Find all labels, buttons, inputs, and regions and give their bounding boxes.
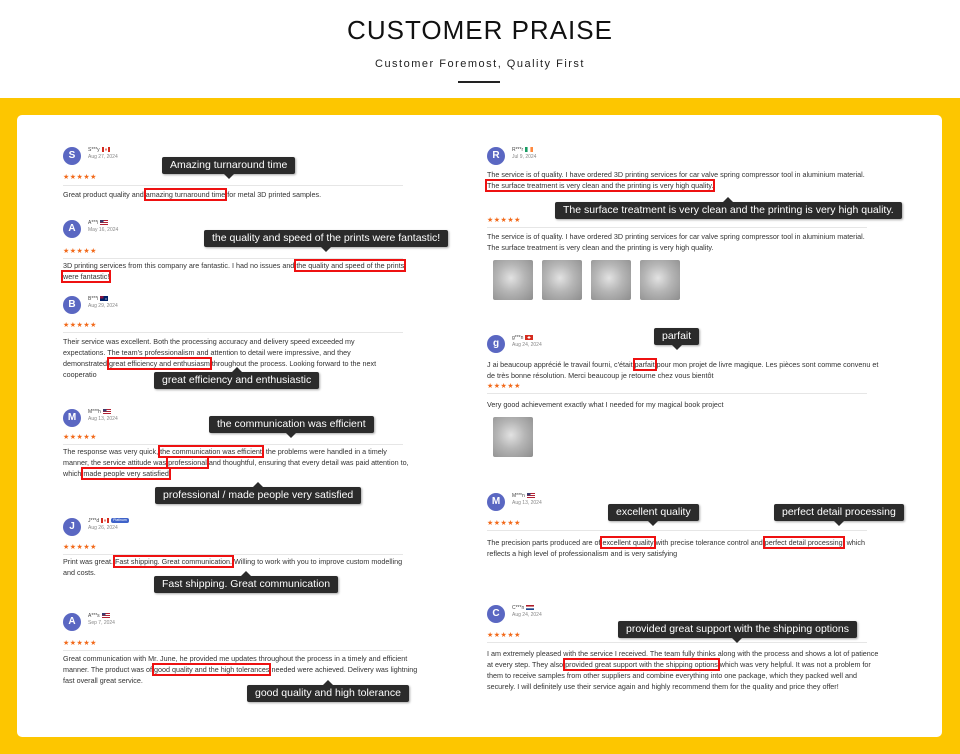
- highlighted-phrase: professional: [168, 458, 207, 467]
- review-text-part: with precise tolerance control and: [653, 538, 765, 547]
- canada-flag-icon: [102, 147, 110, 152]
- reviewer-name: A***i: [88, 220, 99, 226]
- highlighted-phrase: Fast shipping. Great communication.: [114, 557, 232, 566]
- review-text: [487, 648, 882, 692]
- review-date: Aug 13, 2024: [512, 500, 542, 506]
- review-text: [487, 359, 882, 381]
- usa-flag-icon: [102, 613, 110, 618]
- review-text: [63, 446, 413, 479]
- review-text: [63, 653, 418, 686]
- reviewer-name: g***n: [512, 335, 524, 341]
- review-text-part: Their service was excellent. Both the processing accuracy and delivery speed exceeded my expectations. The team's professionalism and attention to detail were impressive, and they demonstrated: [63, 337, 355, 368]
- review-text-second: Very good achievement exactly what I needed for my magical book project: [487, 400, 724, 409]
- highlighted-phrase: the quality and speed of the prints were fantastic!: [63, 261, 405, 281]
- callout-label: the quality and speed of the prints were fantastic!: [204, 230, 448, 247]
- review-text: [63, 556, 403, 578]
- callout-label: perfect detail processing: [774, 504, 904, 521]
- page-header: [0, 0, 960, 98]
- callout-label: Fast shipping. Great communication: [154, 576, 338, 593]
- review-date: Jul 9, 2024: [512, 154, 537, 160]
- highlighted-phrase: good quality and the high tolerances: [153, 665, 270, 674]
- reviews-card: [17, 115, 942, 737]
- avatar: M: [487, 493, 505, 511]
- avatar: R: [487, 147, 505, 165]
- review-date: Aug 27, 2024: [88, 154, 118, 160]
- divider: [63, 258, 403, 259]
- divider: [487, 530, 867, 531]
- product-photo[interactable]: [542, 260, 582, 300]
- highlighted-phrase: made people very satisfied: [83, 469, 169, 478]
- avatar: S: [63, 147, 81, 165]
- avatar: C: [487, 605, 505, 623]
- review-date: Aug 26, 2024: [88, 525, 118, 531]
- star-rating: ★★★★★: [63, 174, 97, 181]
- callout-label: good quality and high tolerance: [247, 685, 409, 702]
- divider: [63, 332, 403, 333]
- star-rating: ★★★★★: [63, 434, 97, 441]
- reviewer-name: J***d: [88, 518, 100, 524]
- review-text-part: which was very helpful. It was not a problem for them to receive samples from other suppliers and combine everything into one package, which they packed well and securely. I will definitely use their service again and highly recommend them for the quality and price they offer!: [487, 660, 871, 691]
- highlighted-phrase: parfait: [634, 360, 655, 369]
- star-rating: ★★★★★: [487, 383, 521, 390]
- australia-flag-icon: [100, 296, 108, 301]
- star-rating: ★★★★★: [63, 544, 97, 551]
- review-text-part: 3D printing services from this company are fantastic. I had no issues and: [63, 261, 297, 270]
- divider: [63, 185, 403, 186]
- star-rating: ★★★★★: [63, 322, 97, 329]
- reviewer-meta: [88, 409, 118, 423]
- canada-flag-icon: [101, 518, 109, 523]
- divider: [487, 642, 867, 643]
- reviewer-name: S***y: [88, 147, 100, 153]
- callout-label: great efficiency and enthusiastic: [154, 372, 319, 389]
- ireland-flag-icon: [525, 147, 533, 152]
- callout-label: excellent quality: [608, 504, 699, 521]
- callout-label: provided great support with the shipping options: [618, 621, 857, 638]
- product-photo[interactable]: [591, 260, 631, 300]
- reviewer-name: C***n: [512, 605, 525, 611]
- review-text-part: Willing to work with you to improve custom modelling and costs.: [63, 557, 403, 577]
- avatar: A: [63, 220, 81, 238]
- divider: [63, 650, 403, 651]
- reviewer-name: M***n: [512, 493, 525, 499]
- callout-label: parfait: [654, 328, 699, 345]
- product-photo[interactable]: [493, 417, 533, 457]
- reviewer-meta: [512, 493, 542, 507]
- divider: [487, 393, 867, 394]
- divider: [63, 554, 403, 555]
- review-text-part: The service is of quality. I have ordered 3D printing services for car valve spring compressor tool in aluminium material.: [487, 170, 865, 179]
- review-text-part: Great product quality and: [63, 190, 146, 199]
- avatar: g: [487, 335, 505, 353]
- reviewer-name: B***i: [88, 296, 99, 302]
- review-text: [487, 169, 872, 191]
- reviewer-meta: [88, 518, 129, 532]
- review-text-part: Great communication with Mr. June, he provided me updates throughout the process in a timely and efficient manner. The product was of: [63, 654, 408, 674]
- review-date: Aug 29, 2024: [88, 303, 118, 309]
- review-text-part: for metal 3D printed samples.: [225, 190, 322, 199]
- divider: [63, 444, 403, 445]
- review-date: Aug 24, 2024: [512, 342, 542, 348]
- page-subtitle: Customer Foremost, Quality First: [375, 58, 585, 70]
- review-text-part: I am extremely pleased with the service I received. The team fully thinks along with the process and shows a lot of patience at every step. They also: [487, 649, 879, 669]
- callout-label: the communication was efficient: [209, 416, 374, 433]
- reviewer-meta: [512, 147, 536, 161]
- callout-label: Amazing turnaround time: [162, 157, 295, 174]
- star-rating: ★★★★★: [487, 632, 521, 639]
- divider: [487, 227, 867, 228]
- review-card: [487, 335, 887, 465]
- praise-section: [0, 98, 960, 754]
- star-rating: ★★★★★: [487, 217, 521, 224]
- avatar: B: [63, 296, 81, 314]
- callout-label: The surface treatment is very clean and the printing is very high quality.: [555, 202, 902, 219]
- review-date: Sep 7, 2024: [88, 620, 115, 626]
- review-card: [487, 147, 887, 307]
- usa-flag-icon: [527, 493, 535, 498]
- review-text: [487, 537, 882, 559]
- usa-flag-icon: [103, 409, 111, 414]
- star-rating: ★★★★★: [487, 520, 521, 527]
- review-date: May 16, 2024: [88, 227, 119, 233]
- review-text-part: J ai beaucoup apprécié le travail fourni, c'était: [487, 360, 635, 369]
- reviewer-meta: [88, 147, 118, 161]
- highlighted-phrase: the communication was efficient: [160, 447, 262, 456]
- highlighted-phrase: excellent quality: [602, 538, 654, 547]
- product-photo[interactable]: [493, 260, 533, 300]
- reviewer-name: A***s: [88, 613, 100, 619]
- review-text-part: Print was great.: [63, 557, 115, 566]
- highlighted-phrase: provided great support with the shipping options: [565, 660, 718, 669]
- review-text-part: , the problems were handled in a timely manner, the service attitude was: [63, 447, 387, 467]
- callout-label: professional / made people very satisfied: [155, 487, 361, 504]
- review-text-part: The precision parts produced are of: [487, 538, 603, 547]
- avatar: A: [63, 613, 81, 631]
- reviewer-meta: [88, 296, 118, 310]
- review-text-part: The response was very quick,: [63, 447, 161, 456]
- platinum-badge: Platinum: [113, 518, 127, 523]
- reviewer-name: R***r: [512, 147, 524, 153]
- highlighted-phrase: The surface treatment is very clean and the printing is very high quality.: [487, 181, 714, 190]
- highlighted-phrase: great efficiency and enthusiasm: [108, 359, 210, 368]
- reviewer-meta: [88, 220, 118, 234]
- switzerland-flag-icon: [525, 335, 533, 340]
- highlighted-phrase: perfect detail processing: [764, 538, 843, 547]
- reviewer-meta: [88, 613, 115, 627]
- avatar: J: [63, 518, 81, 536]
- usa-flag-icon: [100, 220, 108, 225]
- review-card: [63, 613, 433, 693]
- review-date: Aug 13, 2024: [88, 416, 118, 422]
- netherlands-flag-icon: [526, 605, 534, 610]
- review-text-part: pour mon projet de livre magique. Les pièces sont comme convenu et de très bonne résolution. Merci beaucoup je retourne chez vous bientôt: [487, 360, 879, 380]
- reviewer-meta: [512, 605, 542, 619]
- product-photo[interactable]: [640, 260, 680, 300]
- avatar: M: [63, 409, 81, 427]
- star-rating: ★★★★★: [63, 640, 97, 647]
- review-text-part: .: [168, 469, 171, 478]
- star-rating: ★★★★★: [63, 248, 97, 255]
- highlighted-phrase: amazing turnaround time: [145, 190, 226, 199]
- review-text: [63, 189, 413, 200]
- review-text: [63, 260, 413, 282]
- review-text-part: , which reflects a high level of professionalism and is very satisfying: [487, 538, 865, 558]
- reviewer-name: M***h: [88, 409, 101, 415]
- review-text-part: and thoughtful, ensuring that every detail was paid attention to, which: [63, 458, 409, 478]
- review-text-part: throughout the process. Looking forward to the next cooperatio: [63, 359, 377, 379]
- reviewer-meta: [512, 335, 542, 349]
- title-underline: [458, 81, 500, 83]
- review-text-second: The service is of quality. I have ordered 3D printing services for car valve spring compressor tool in aluminium material. The surface treatment is very clean and the printing is very high quality.: [487, 232, 865, 252]
- review-card: [63, 296, 433, 379]
- review-date: Aug 24, 2024: [512, 612, 542, 618]
- review-text-part: needed were achieved. Delivery was lightning fast overall great service.: [63, 665, 418, 685]
- page-title: CUSTOMER PRAISE: [347, 15, 613, 45]
